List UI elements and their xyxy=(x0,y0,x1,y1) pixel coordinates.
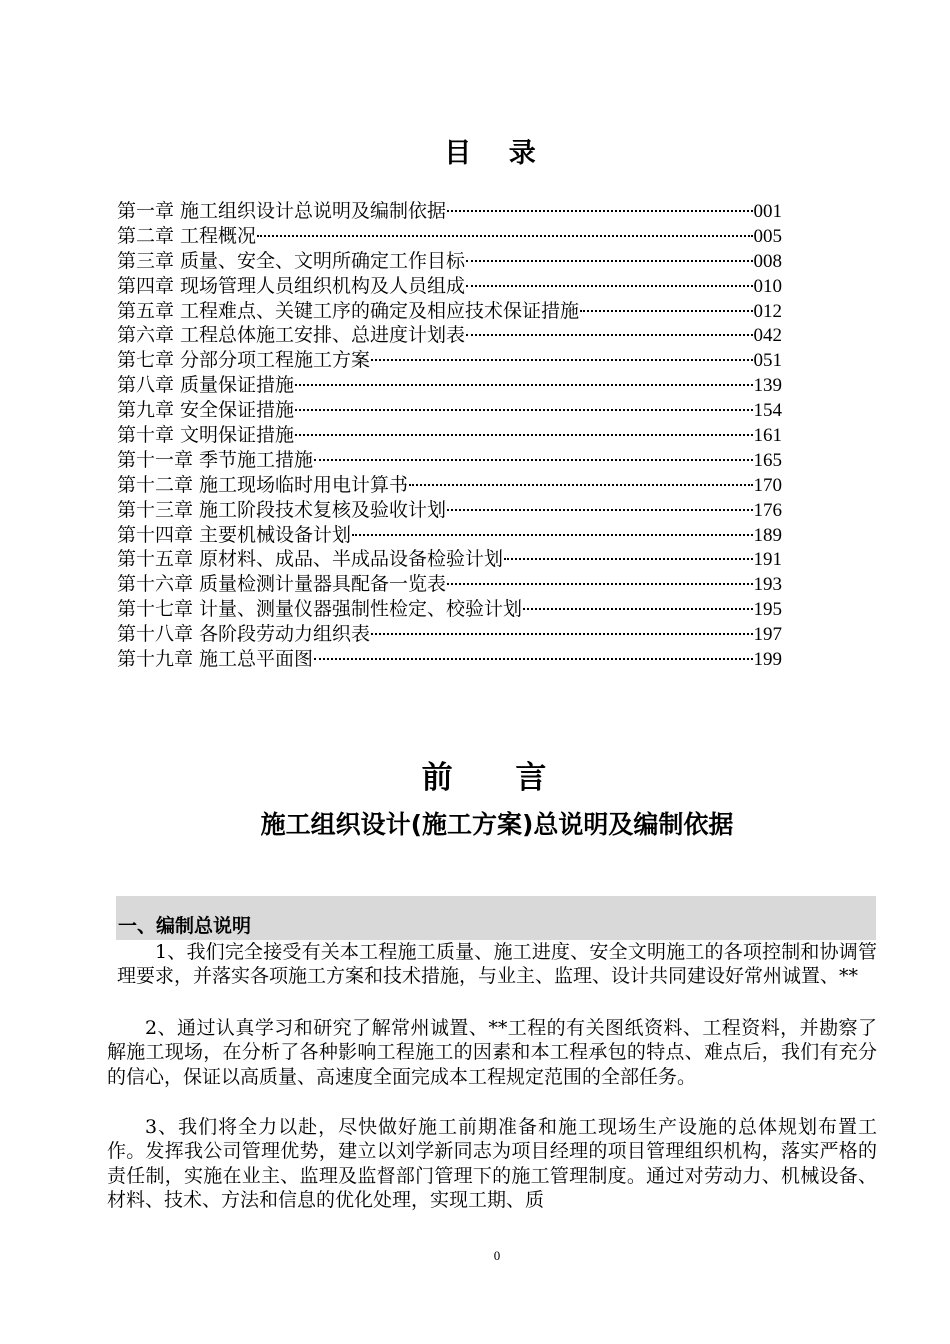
toc-item-text: 第十八章 各阶段劳动力组织表 xyxy=(117,623,371,646)
toc-leader xyxy=(447,210,752,212)
toc-item[interactable] xyxy=(117,199,782,224)
body-paragraph: 2、通过认真学习和研究了解常州诚置、**工程的有关图纸资料、工程资料，并勘察了解施工现场，在分析了各种影响工程施工的因素和本工程承包的特点、难点后，我们有充分的信心，保证以高质量、高速度全面完成本工程规定范围的全部任务。 xyxy=(107,1017,877,1088)
toc-item-text: 第十三章 施工阶段技术复核及验收计划 xyxy=(117,498,447,521)
toc-item-page: 005 xyxy=(753,225,782,247)
toc-item-page: 012 xyxy=(753,300,782,322)
toc-item-text: 第二章 工程概况 xyxy=(117,224,257,247)
toc-leader xyxy=(466,334,752,336)
toc-leader xyxy=(447,509,752,511)
toc-leader xyxy=(371,633,752,635)
toc-leader xyxy=(352,534,752,536)
toc-item-page: 176 xyxy=(753,499,782,521)
toc-item-text: 第十九章 施工总平面图 xyxy=(117,648,314,671)
toc-item-page: 195 xyxy=(753,599,782,621)
toc-item-text: 第九章 安全保证措施 xyxy=(117,399,295,422)
toc-item-page: 042 xyxy=(753,325,782,347)
toc-item-page: 189 xyxy=(753,524,782,546)
toc-leader xyxy=(257,235,752,237)
toc-item-text: 第六章 工程总体施工安排、总进度计划表 xyxy=(117,324,466,347)
toc-item-page: 197 xyxy=(753,624,782,646)
toc-title: 目 录 xyxy=(444,138,550,169)
toc-item[interactable] xyxy=(117,547,782,572)
toc-leader xyxy=(295,384,752,386)
page-number: 0 xyxy=(493,1248,501,1263)
toc-item-text: 第十六章 质量检测计量器具配备一览表 xyxy=(117,573,447,596)
body-paragraph: 1、我们完全接受有关本工程施工质量、施工进度、安全文明施工的各项控制和协调管理要求，并落实各项施工方案和技术措施，与业主、监理、设计共同建设好常州诚置、** xyxy=(117,941,877,988)
section-heading: 一、编制总说明 xyxy=(118,915,252,937)
toc-list xyxy=(117,199,782,672)
toc-item[interactable] xyxy=(117,597,782,622)
toc-item-text: 第三章 质量、安全、文明所确定工作目标 xyxy=(117,249,466,272)
toc-leader xyxy=(466,285,752,287)
toc-item-page: 010 xyxy=(753,275,782,297)
toc-item[interactable] xyxy=(117,498,782,523)
toc-item[interactable] xyxy=(117,249,782,274)
toc-item[interactable] xyxy=(117,423,782,448)
toc-leader xyxy=(580,310,752,312)
toc-item-text: 第十四章 主要机械设备计划 xyxy=(117,523,352,546)
toc-leader xyxy=(523,608,752,610)
toc-item-text: 第五章 工程难点、关键工序的确定及相应技术保证措施 xyxy=(117,299,580,322)
toc-item-text: 第七章 分部分项工程施工方案 xyxy=(117,349,371,372)
toc-item-page: 051 xyxy=(753,350,782,372)
toc-item-page: 008 xyxy=(753,250,782,272)
toc-item[interactable] xyxy=(117,274,782,299)
toc-leader xyxy=(466,260,752,262)
toc-item[interactable] xyxy=(117,299,782,324)
toc-item[interactable] xyxy=(117,473,782,498)
toc-item[interactable] xyxy=(117,323,782,348)
toc-leader xyxy=(447,583,752,585)
toc-leader xyxy=(371,359,752,361)
toc-item[interactable] xyxy=(117,224,782,249)
toc-item-page: 165 xyxy=(753,449,782,471)
toc-item-text: 第一章 施工组织设计总说明及编制依据 xyxy=(117,200,447,222)
toc-item-text: 第十一章 季节施工措施 xyxy=(117,448,314,471)
toc-item-page: 170 xyxy=(753,474,782,496)
preface-subtitle: 施工组织设计(施工方案)总说明及编制依据 xyxy=(260,810,734,839)
toc-item-page: 193 xyxy=(753,574,782,596)
toc-item-page: 161 xyxy=(753,425,782,447)
toc-leader xyxy=(504,558,752,560)
preface-title: 前 言 xyxy=(421,760,573,796)
toc-item[interactable] xyxy=(117,622,782,647)
toc-item[interactable] xyxy=(117,398,782,423)
toc-item-page: 191 xyxy=(753,549,782,571)
toc-item[interactable] xyxy=(117,373,782,398)
toc-item-text: 第十二章 施工现场临时用电计算书 xyxy=(117,473,409,496)
toc-item[interactable] xyxy=(117,572,782,597)
toc-item-text: 第十五章 原材料、成品、半成品设备检验计划 xyxy=(117,548,504,571)
body-paragraph: 3、我们将全力以赴，尽快做好施工前期准备和施工现场生产设施的总体规划布置工作。发挥我公司管理优势，建立以刘学新同志为项目经理的项目管理组织机构，落实严格的责任制，实施在业主、监理及监督部门管理下的施工管理制度。通过对劳动力、机械设备、材料、技术、方法和信息的优化处理，实现工期、质 xyxy=(107,1116,877,1212)
toc-item-text: 第十七章 计量、测量仪器强制性检定、校验计划 xyxy=(117,598,523,621)
toc-item-page: 199 xyxy=(753,649,782,671)
toc-item[interactable] xyxy=(117,647,782,672)
toc-item-text: 第十章 文明保证措施 xyxy=(117,424,295,447)
toc-item[interactable] xyxy=(117,523,782,548)
toc-item-text: 第八章 质量保证措施 xyxy=(117,374,295,397)
toc-item-page: 139 xyxy=(753,375,782,397)
toc-leader xyxy=(314,459,752,461)
toc-item-page: 001 xyxy=(753,201,782,222)
toc-leader xyxy=(314,658,752,660)
toc-leader xyxy=(295,409,752,411)
toc-item[interactable] xyxy=(117,448,782,473)
toc-item-page: 154 xyxy=(753,400,782,422)
toc-leader xyxy=(295,434,752,436)
toc-item[interactable] xyxy=(117,348,782,373)
toc-item-text: 第四章 现场管理人员组织机构及人员组成 xyxy=(117,274,466,297)
toc-leader xyxy=(409,484,752,486)
